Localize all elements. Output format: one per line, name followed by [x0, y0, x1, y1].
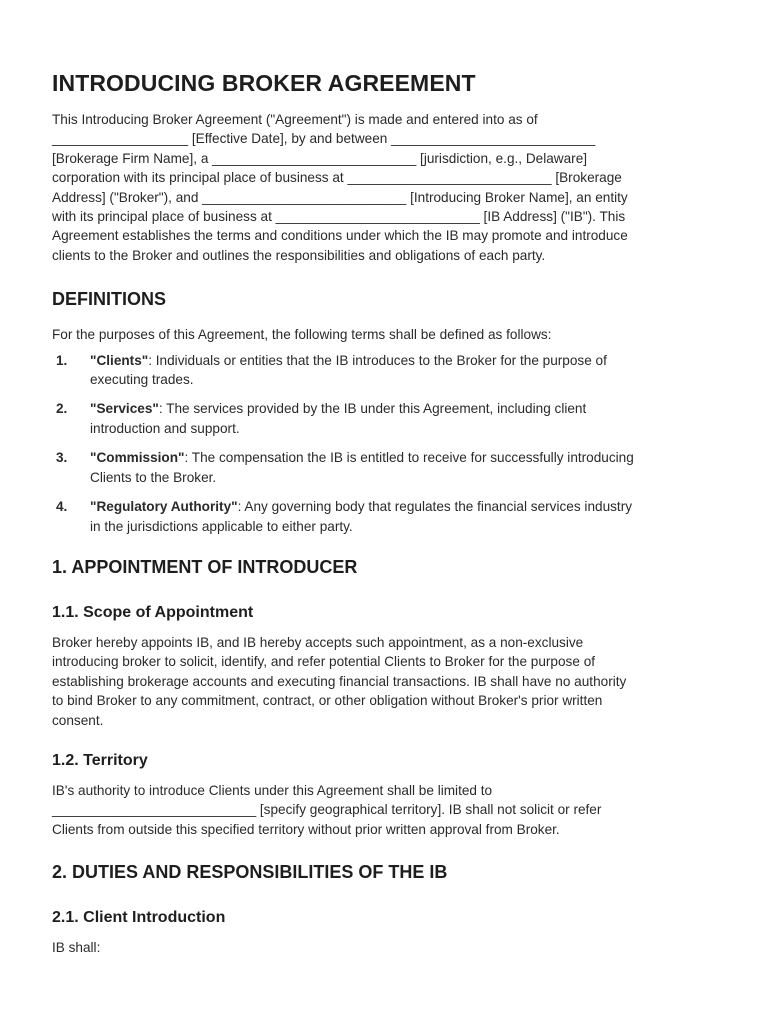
definition-text-cont: introduction and support.: [90, 420, 240, 436]
intro-line: __________________ [Effective Date], by and between ___________________________: [52, 131, 596, 147]
section-1-2-paragraph: [52, 781, 715, 839]
paragraph-line: consent.: [52, 712, 104, 728]
intro-line: with its principal place of business at ___________________________ [IB Address] ("IB"). This: [52, 209, 626, 225]
intro-paragraph: [52, 110, 715, 265]
definition-text-cont: Clients to the Broker.: [90, 469, 217, 485]
definition-item: [52, 448, 715, 487]
definition-text: : The compensation the IB is entitled to receive for successfully introducing: [184, 450, 634, 466]
section-2-1-paragraph: [52, 938, 715, 957]
definition-number: 2.: [56, 401, 68, 417]
section-1-1-paragraph: [52, 633, 715, 730]
section-2-heading: 2. DUTIES AND RESPONSIBILITIES OF THE IB: [52, 862, 448, 883]
section-2-1-heading: 2.1. Client Introduction: [52, 909, 226, 927]
paragraph-line: establishing brokerage accounts and executing financial transactions. IB shall have no authority: [52, 673, 627, 689]
definition-item: [52, 497, 715, 536]
definition-text-cont: executing trades.: [90, 372, 194, 388]
paragraph-line: introducing broker to solicit, identify, and refer potential Clients to Broker for the purpose of: [52, 654, 596, 670]
definition-text: : Individuals or entities that the IB introduces to the Broker for the purpose of: [148, 352, 607, 368]
intro-line: Address] ("Broker"), and ___________________________ [Introducing Broker Name], an entity: [52, 189, 628, 205]
intro-line: corporation with its principal place of business at ___________________________ [Brokerage: [52, 170, 622, 186]
paragraph-line: IB's authority to introduce Clients under this Agreement shall be limited to: [52, 782, 493, 798]
definition-item: [52, 351, 715, 390]
document-title: INTRODUCING BROKER AGREEMENT: [52, 70, 476, 96]
paragraph-line: to bind Broker to any commitment, contract, or other obligation without Broker's prior written: [52, 693, 603, 709]
intro-line: clients to the Broker and outlines the responsibilities and obligations of each party.: [52, 247, 546, 263]
section-1-2-heading: 1.2. Territory: [52, 751, 148, 769]
intro-line: [Brokerage Firm Name], a ___________________________ [jurisdiction, e.g., Delaware]: [52, 150, 588, 166]
section-1-heading: 1. APPOINTMENT OF INTRODUCER: [52, 556, 358, 577]
definition-term: "Clients": [90, 352, 149, 368]
section-1-1-heading: 1.1. Scope of Appointment: [52, 603, 254, 621]
definition-number: 3.: [56, 450, 68, 466]
intro-line: This Introducing Broker Agreement ("Agreement") is made and entered into as of: [52, 112, 538, 127]
paragraph-line: IB shall:: [52, 940, 101, 956]
intro-line: Agreement establishes the terms and conditions under which the IB may promote and introduce: [52, 228, 628, 244]
definition-item: [52, 399, 715, 438]
definition-text-cont: in the jurisdictions applicable to either party.: [90, 518, 353, 534]
definition-term: "Services": [90, 401, 159, 417]
paragraph-line: Clients from outside this specified territory without prior written approval from Broker.: [52, 821, 560, 837]
paragraph-line: Broker hereby appoints IB, and IB hereby accepts such appointment, as a non-exclusive: [52, 634, 584, 650]
definition-number: 4.: [56, 499, 68, 515]
definition-text: : Any governing body that regulates the financial services industry: [237, 499, 633, 515]
definition-term: "Commission": [90, 450, 185, 466]
definitions-lead: For the purposes of this Agreement, the following terms shall be defined as follows:: [52, 327, 552, 343]
paragraph-line: ___________________________ [specify geographical territory]. IB shall not solicit or refer: [52, 802, 602, 818]
definition-term: "Regulatory Authority": [90, 499, 238, 515]
definitions-heading: DEFINITIONS: [52, 289, 167, 310]
definition-number: 1.: [56, 352, 68, 368]
definitions-list: [52, 351, 715, 536]
definition-text: : The services provided by the IB under this Agreement, including client: [158, 401, 587, 417]
